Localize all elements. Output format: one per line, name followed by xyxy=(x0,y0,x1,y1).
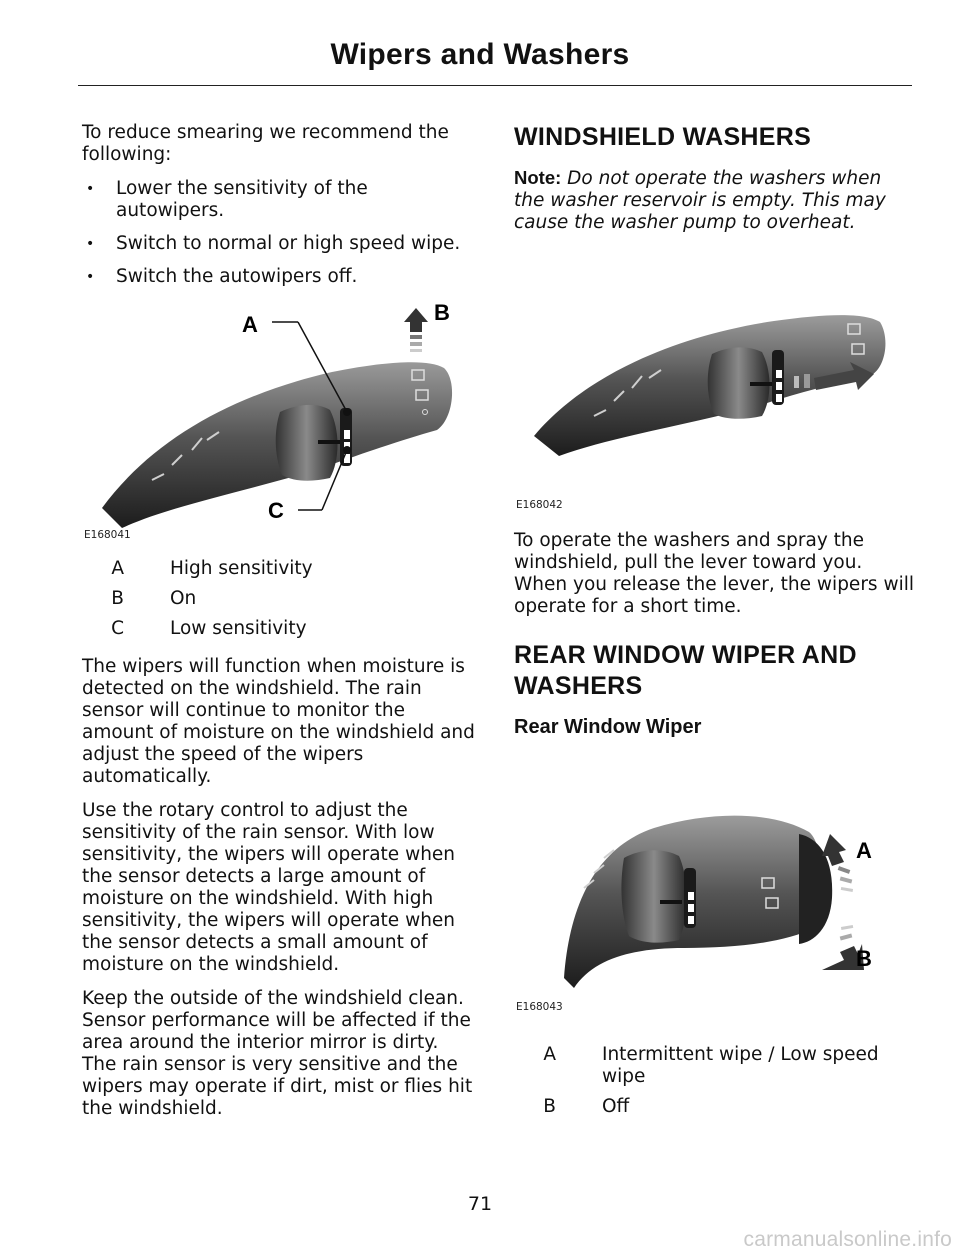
wiper-stalk-illustration xyxy=(82,300,477,546)
legend-autowiper xyxy=(82,558,477,640)
legend-key: A xyxy=(543,1044,556,1065)
callout-c: C xyxy=(268,498,284,523)
legend-row xyxy=(82,618,477,640)
body-paragraph: The wipers will function when moisture is detected on the windshield. The rain sensor will continue to monitor the amount of moisture on the windshield and adjust the speed of the wipers automatically. xyxy=(82,656,475,787)
callout-b: B xyxy=(856,946,872,971)
legend-key: B xyxy=(111,588,124,609)
legend-row xyxy=(514,1096,914,1118)
intro-paragraph: To reduce smearing we recommend the following: xyxy=(82,122,449,165)
page-header-title: Wipers and Washers xyxy=(330,38,630,71)
figure-code: E168043 xyxy=(516,1001,563,1013)
washers-paragraph: To operate the washers and spray the windshield, pull the lever toward you. When you release the lever, the wipers will operate for a short time. xyxy=(514,530,914,617)
header-divider xyxy=(78,85,912,86)
rear-wiper-stalk-illustration xyxy=(514,748,914,1018)
watermark: carmanualsonline.info xyxy=(743,1228,952,1251)
recommendation-list xyxy=(82,178,477,288)
figure-washer-stalk xyxy=(514,246,914,516)
legend-text: Off xyxy=(602,1096,630,1117)
legend-text: Intermittent wipe / Low speed wipe xyxy=(602,1044,879,1087)
callout-a: A xyxy=(856,838,872,863)
figure-code: E168042 xyxy=(516,499,563,511)
section-heading: WINDSHIELD WASHERS xyxy=(514,123,812,151)
note xyxy=(514,167,914,234)
washer-stalk-illustration xyxy=(514,246,914,516)
figure-code: E168041 xyxy=(84,529,131,541)
bullet-item: • Switch the autowipers off. xyxy=(82,266,477,288)
right-column xyxy=(514,122,914,1134)
legend-key: B xyxy=(543,1096,556,1117)
note-label: Note: xyxy=(514,167,562,188)
bullet-item: • Lower the sensitivity of the autowipers. xyxy=(82,178,477,222)
figure-rear-wiper xyxy=(514,748,914,1018)
body-paragraph: Keep the outside of the windshield clean. Sensor performance will be affected if the area around the interior mirror is dirty. The rain sensor is very sensitive and the wipers may operate if dirt, mist or flies hit the windshield. xyxy=(82,988,473,1119)
subsection-heading: Rear Window Wiper xyxy=(514,716,702,738)
page-number: 71 xyxy=(467,1193,493,1215)
section-heading: REAR WINDOW WIPER AND WASHERS xyxy=(514,641,857,700)
callout-a: A xyxy=(242,312,258,337)
body-paragraph: Use the rotary control to adjust the sensitivity of the rain sensor. With low sensitivity, the wipers will operate when the sensor detects a large amount of moisture on the windshield. With high sensitivity, the wipers will operate when the sensor detects a small amount of moisture on the windshield. xyxy=(82,800,456,975)
figure-autowiper-sensitivity xyxy=(82,300,477,546)
legend-key: C xyxy=(111,618,124,639)
legend-text: On xyxy=(170,588,197,609)
note-text: Do not operate the washers when the washer reservoir is empty. This may cause the washer pump to overheat. xyxy=(514,168,886,233)
legend-text: High sensitivity xyxy=(170,558,313,579)
legend-row xyxy=(82,558,477,580)
legend-key: A xyxy=(111,558,124,579)
legend-row xyxy=(82,588,477,610)
legend-rear-wiper xyxy=(514,1044,914,1118)
left-column xyxy=(82,122,477,1132)
legend-text: Low sensitivity xyxy=(170,618,307,639)
callout-b: B xyxy=(434,300,450,325)
bullet-item: • Switch to normal or high speed wipe. xyxy=(82,233,477,255)
legend-row xyxy=(514,1044,914,1088)
